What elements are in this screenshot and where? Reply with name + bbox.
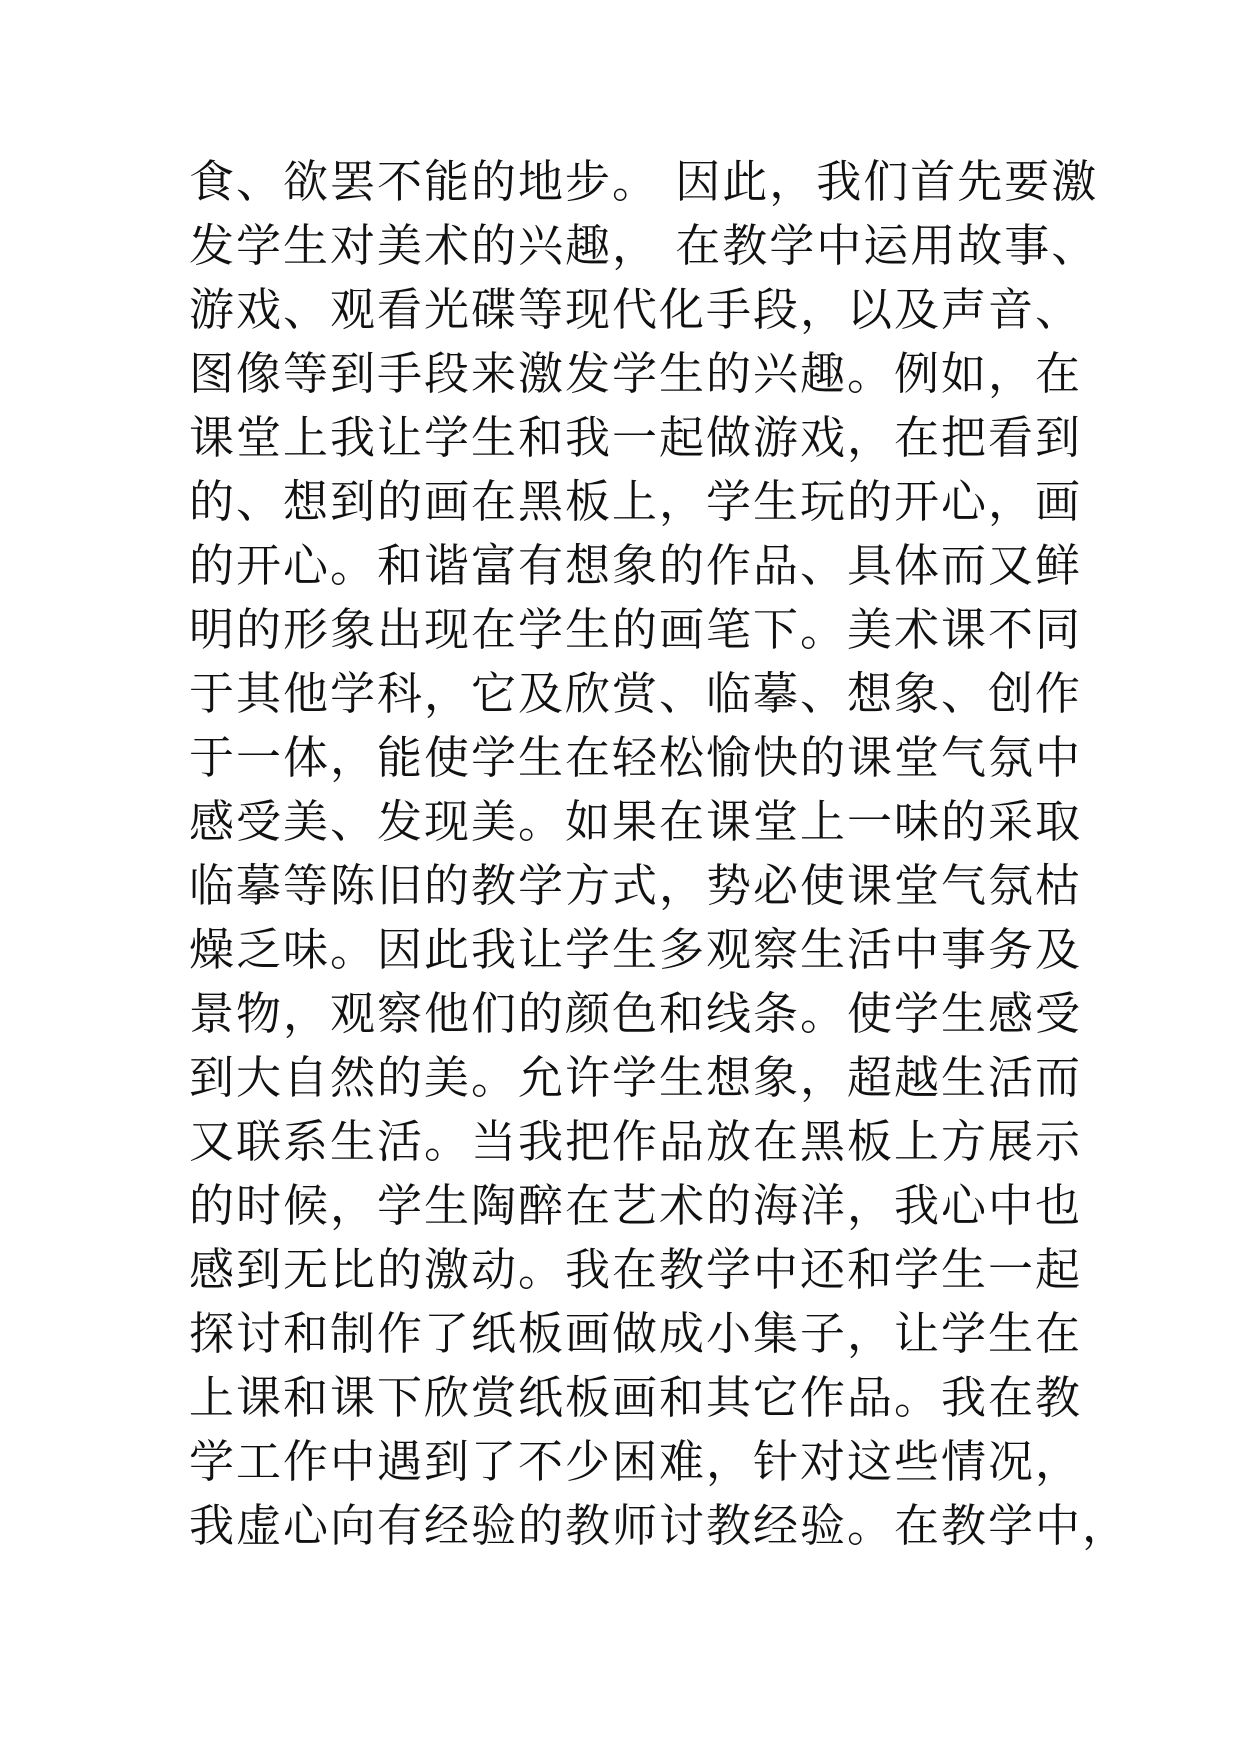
text-line: 的、想到的画在黑板上，学生玩的开心，画 xyxy=(189,475,1083,528)
text-line: 上课和课下欣赏纸板画和其它作品。我在教 xyxy=(189,1371,1083,1424)
text-line: 燥乏味。因此我让学生多观察生活中事务及 xyxy=(189,923,1083,976)
text-line: 景物，观察他们的颜色和线条。使学生感受 xyxy=(189,987,1083,1040)
text-line: 于其他学科，它及欣赏、临摹、想象、创作 xyxy=(189,667,1083,720)
text-line: 到大自然的美。允许学生想象，超越生活而 xyxy=(189,1051,1083,1104)
text-line: 感受美、发现美。如果在课堂上一味的采取 xyxy=(189,795,1083,848)
text-line: 的时候，学生陶醉在艺术的海洋，我心中也 xyxy=(189,1179,1083,1232)
text-line: 我虚心向有经验的教师讨教经验。在教学中， xyxy=(189,1499,1130,1552)
body-paragraph xyxy=(189,150,1130,1558)
text-line: 食、欲罢不能的地步。 因此，我们首先要激 xyxy=(189,155,1099,208)
text-line: 课堂上我让学生和我一起做游戏，在把看到 xyxy=(189,411,1083,464)
text-line: 的开心。和谐富有想象的作品、具体而又鲜 xyxy=(189,539,1083,592)
text-line: 明的形象出现在学生的画笔下。美术课不同 xyxy=(189,603,1083,656)
text-line: 图像等到手段来激发学生的兴趣。例如，在 xyxy=(189,347,1083,400)
text-line: 发学生对美术的兴趣， 在教学中运用故事、 xyxy=(189,219,1099,272)
text-line: 感到无比的激动。我在教学中还和学生一起 xyxy=(189,1243,1083,1296)
text-line: 游戏、观看光碟等现代化手段，以及声音、 xyxy=(189,283,1083,336)
text-line: 临摹等陈旧的教学方式，势必使课堂气氛枯 xyxy=(189,859,1083,912)
text-line: 又联系生活。当我把作品放在黑板上方展示 xyxy=(189,1115,1083,1168)
text-line: 探讨和制作了纸板画做成小集子，让学生在 xyxy=(189,1307,1083,1360)
text-line: 于一体，能使学生在轻松愉快的课堂气氛中 xyxy=(189,731,1083,784)
text-line: 学工作中遇到了不少困难，针对这些情况， xyxy=(189,1435,1083,1488)
